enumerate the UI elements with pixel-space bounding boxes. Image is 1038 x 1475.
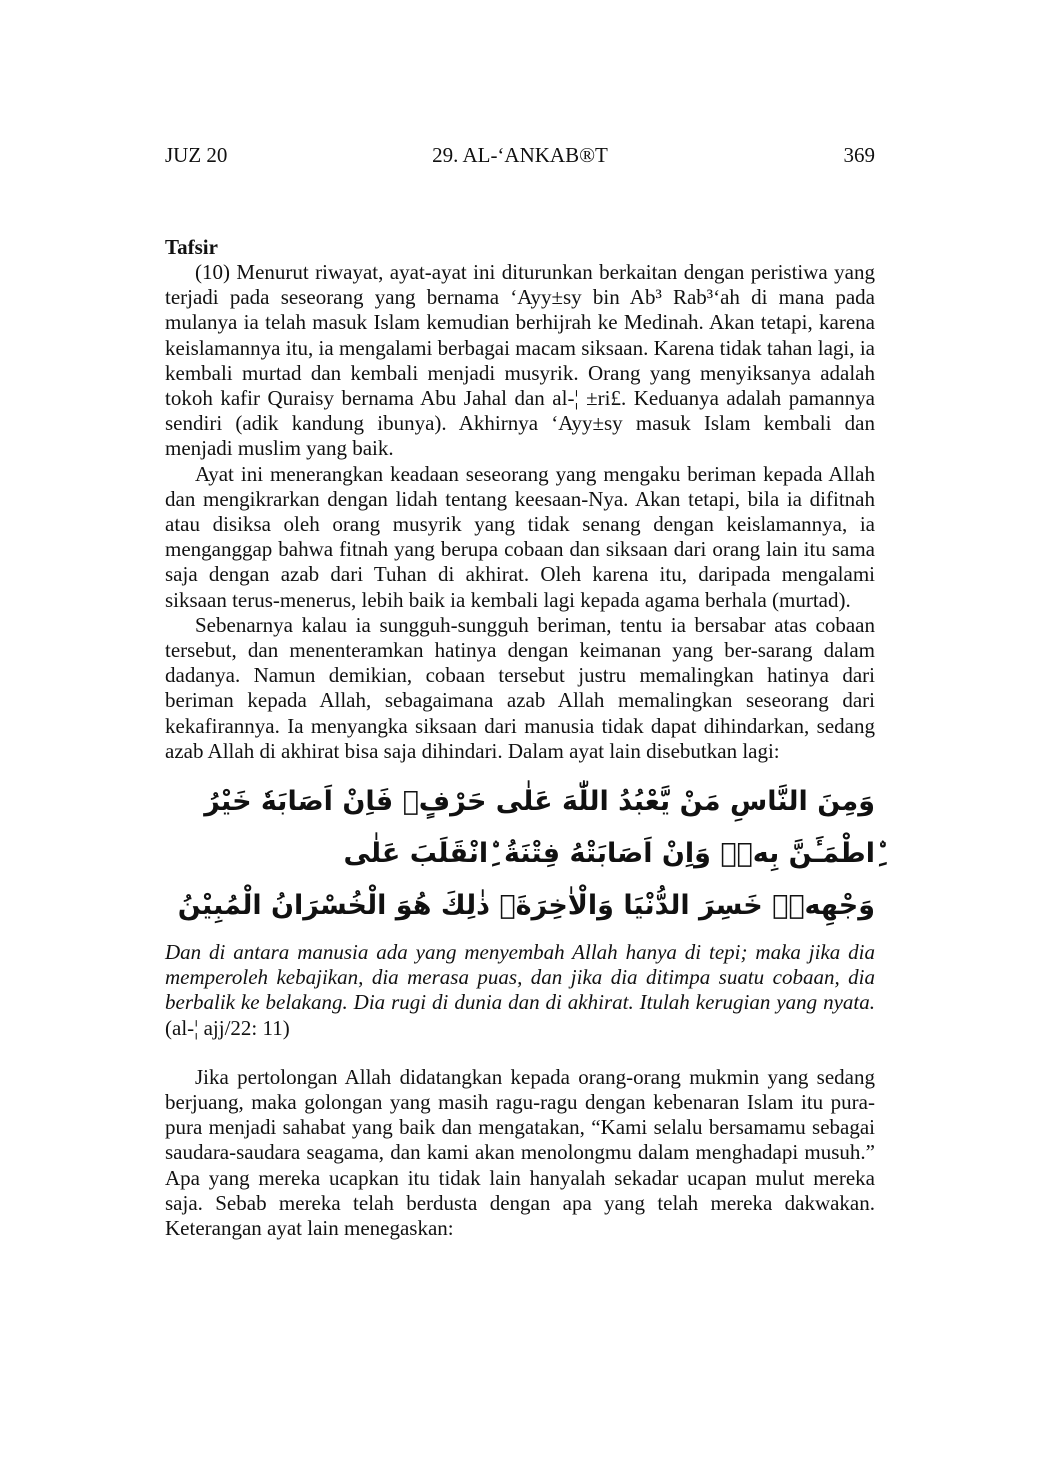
juz-label: JUZ 20 xyxy=(165,143,228,167)
verse-reference: (al-¦ ajj/22: 11) xyxy=(165,1015,290,1040)
surah-title: 29. AL-‘ANKAB®T xyxy=(432,143,608,167)
arabic-verse xyxy=(165,776,875,932)
arabic-verse-line-1: وَمِنَ النَّاسِ مَنْ يَّعْبُدُ اللّٰهَ عَلٰى حَرْفٍۚ فَاِنْ اَصَابَهٗ خَيْرُ ِۨاطْمَـَٔنَّ بِهٖۚ وَاِنْ اَصَابَتْهُ فِتْنَةُ ِۨانْقَلَبَ عَلٰى xyxy=(204,786,875,870)
paragraph-elaboration: Sebenarnya kalau ia sungguh-sungguh beriman, tentu ia bersabar atas cobaan tersebut, dan menenteramkan hatinya dengan keimanan yang ber-sarang dalam dadanya. Namun demikian, cobaan tersebut justru memalingkan hatinya dari beriman kepada Allah, sebagaimana azab Allah memalingkan seseorang dari kekafirannya. Ia menyangka siksaan dari manusia tidak dapat dihindarkan, sedang azab Allah di akhirat bisa saja dihindari. Dalam ayat lain disebutkan lagi: xyxy=(165,612,875,763)
paragraph-explanation: Ayat ini menerangkan keadaan seseorang yang mengaku beriman kepada Allah dan mengikrarkan dengan lidah tentang keesaan-Nya. Akan tetapi, bila ia difitnah atau disiksa oleh orang musyrik yang tidak senang dengan keislamannya, ia menganggap bahwa fitnah yang berupa cobaan dan siksaan dari orang lain itu sama saja dengan azab dari Tuhan di akhirat. Oleh karena itu, daripada mengalami siksaan terus-menerus, lebih baik ia kembali lagi kepada agama berhala (murtad). xyxy=(165,461,875,612)
page-body xyxy=(165,234,875,1241)
paragraph-closing: Jika pertolongan Allah didatangkan kepada orang-orang mukmin yang sedang berjuang, maka golongan yang masih ragu-ragu dengan kebenaran Islam itu pura-pura menjadi sahabat yang baik dan mengatakan, “Kami selalu bersamamu sebagai saudara-saudara seagama, dan kami akan menolongmu dalam menghadapi musuh.” Apa yang mereka ucapkan itu tidak lain hanyalah sekadar ucapan mulut mereka saja. Sebab mereka telah berdusta dengan apa yang telah mereka dakwakan. Keterangan ayat lain menegaskan: xyxy=(165,1064,875,1241)
running-header xyxy=(165,143,875,173)
arabic-verse-line-2: وَجْهِهٖۗ خَسِرَ الدُّنْيَا وَالْاٰخِرَةَۗ ذٰلِكَ هُوَ الْخُسْرَانُ الْمُبِيْنُ xyxy=(177,890,875,922)
section-title: Tafsir xyxy=(165,235,218,259)
spacer xyxy=(165,1041,875,1065)
paragraph-verse-10-context: (10) Menurut riwayat, ayat-ayat ini diturunkan berkaitan dengan peristiwa yang terjadi pada seseorang yang bernama ‘Ayy±sy bin Ab³ Rab³‘ah di mana pada mulanya ia telah masuk Islam kemudian berhijrah ke Medinah. Akan tetapi, karena keislamannya itu, ia mengalami berbagai macam siksaan. Karena tidak tahan lagi, ia kembali murtad dan kembali menjadi musyrik. Orang yang menyiksanya adalah tokoh kafir Quraisy bernama Abu Jahal dan al-¦ ±ri£. Keduanya adalah pamannya sendiri (adik kandung ibunya). Akhirnya ‘Ayy±sy masuk Islam kembali dan menjadi muslim yang baik. xyxy=(165,260,875,461)
translation-text: Dan di antara manusia ada yang menyembah Allah hanya di tepi; maka jika dia memperoleh kebajikan, dia merasa puas, dan jika dia ditimpa suatu cobaan, dia berbalik ke belakang. Dia rugi di dunia dan di akhirat. Itulah kerugian yang nyata. xyxy=(165,940,875,1015)
page-number: 369 xyxy=(843,143,875,167)
verse-translation xyxy=(165,940,875,1041)
